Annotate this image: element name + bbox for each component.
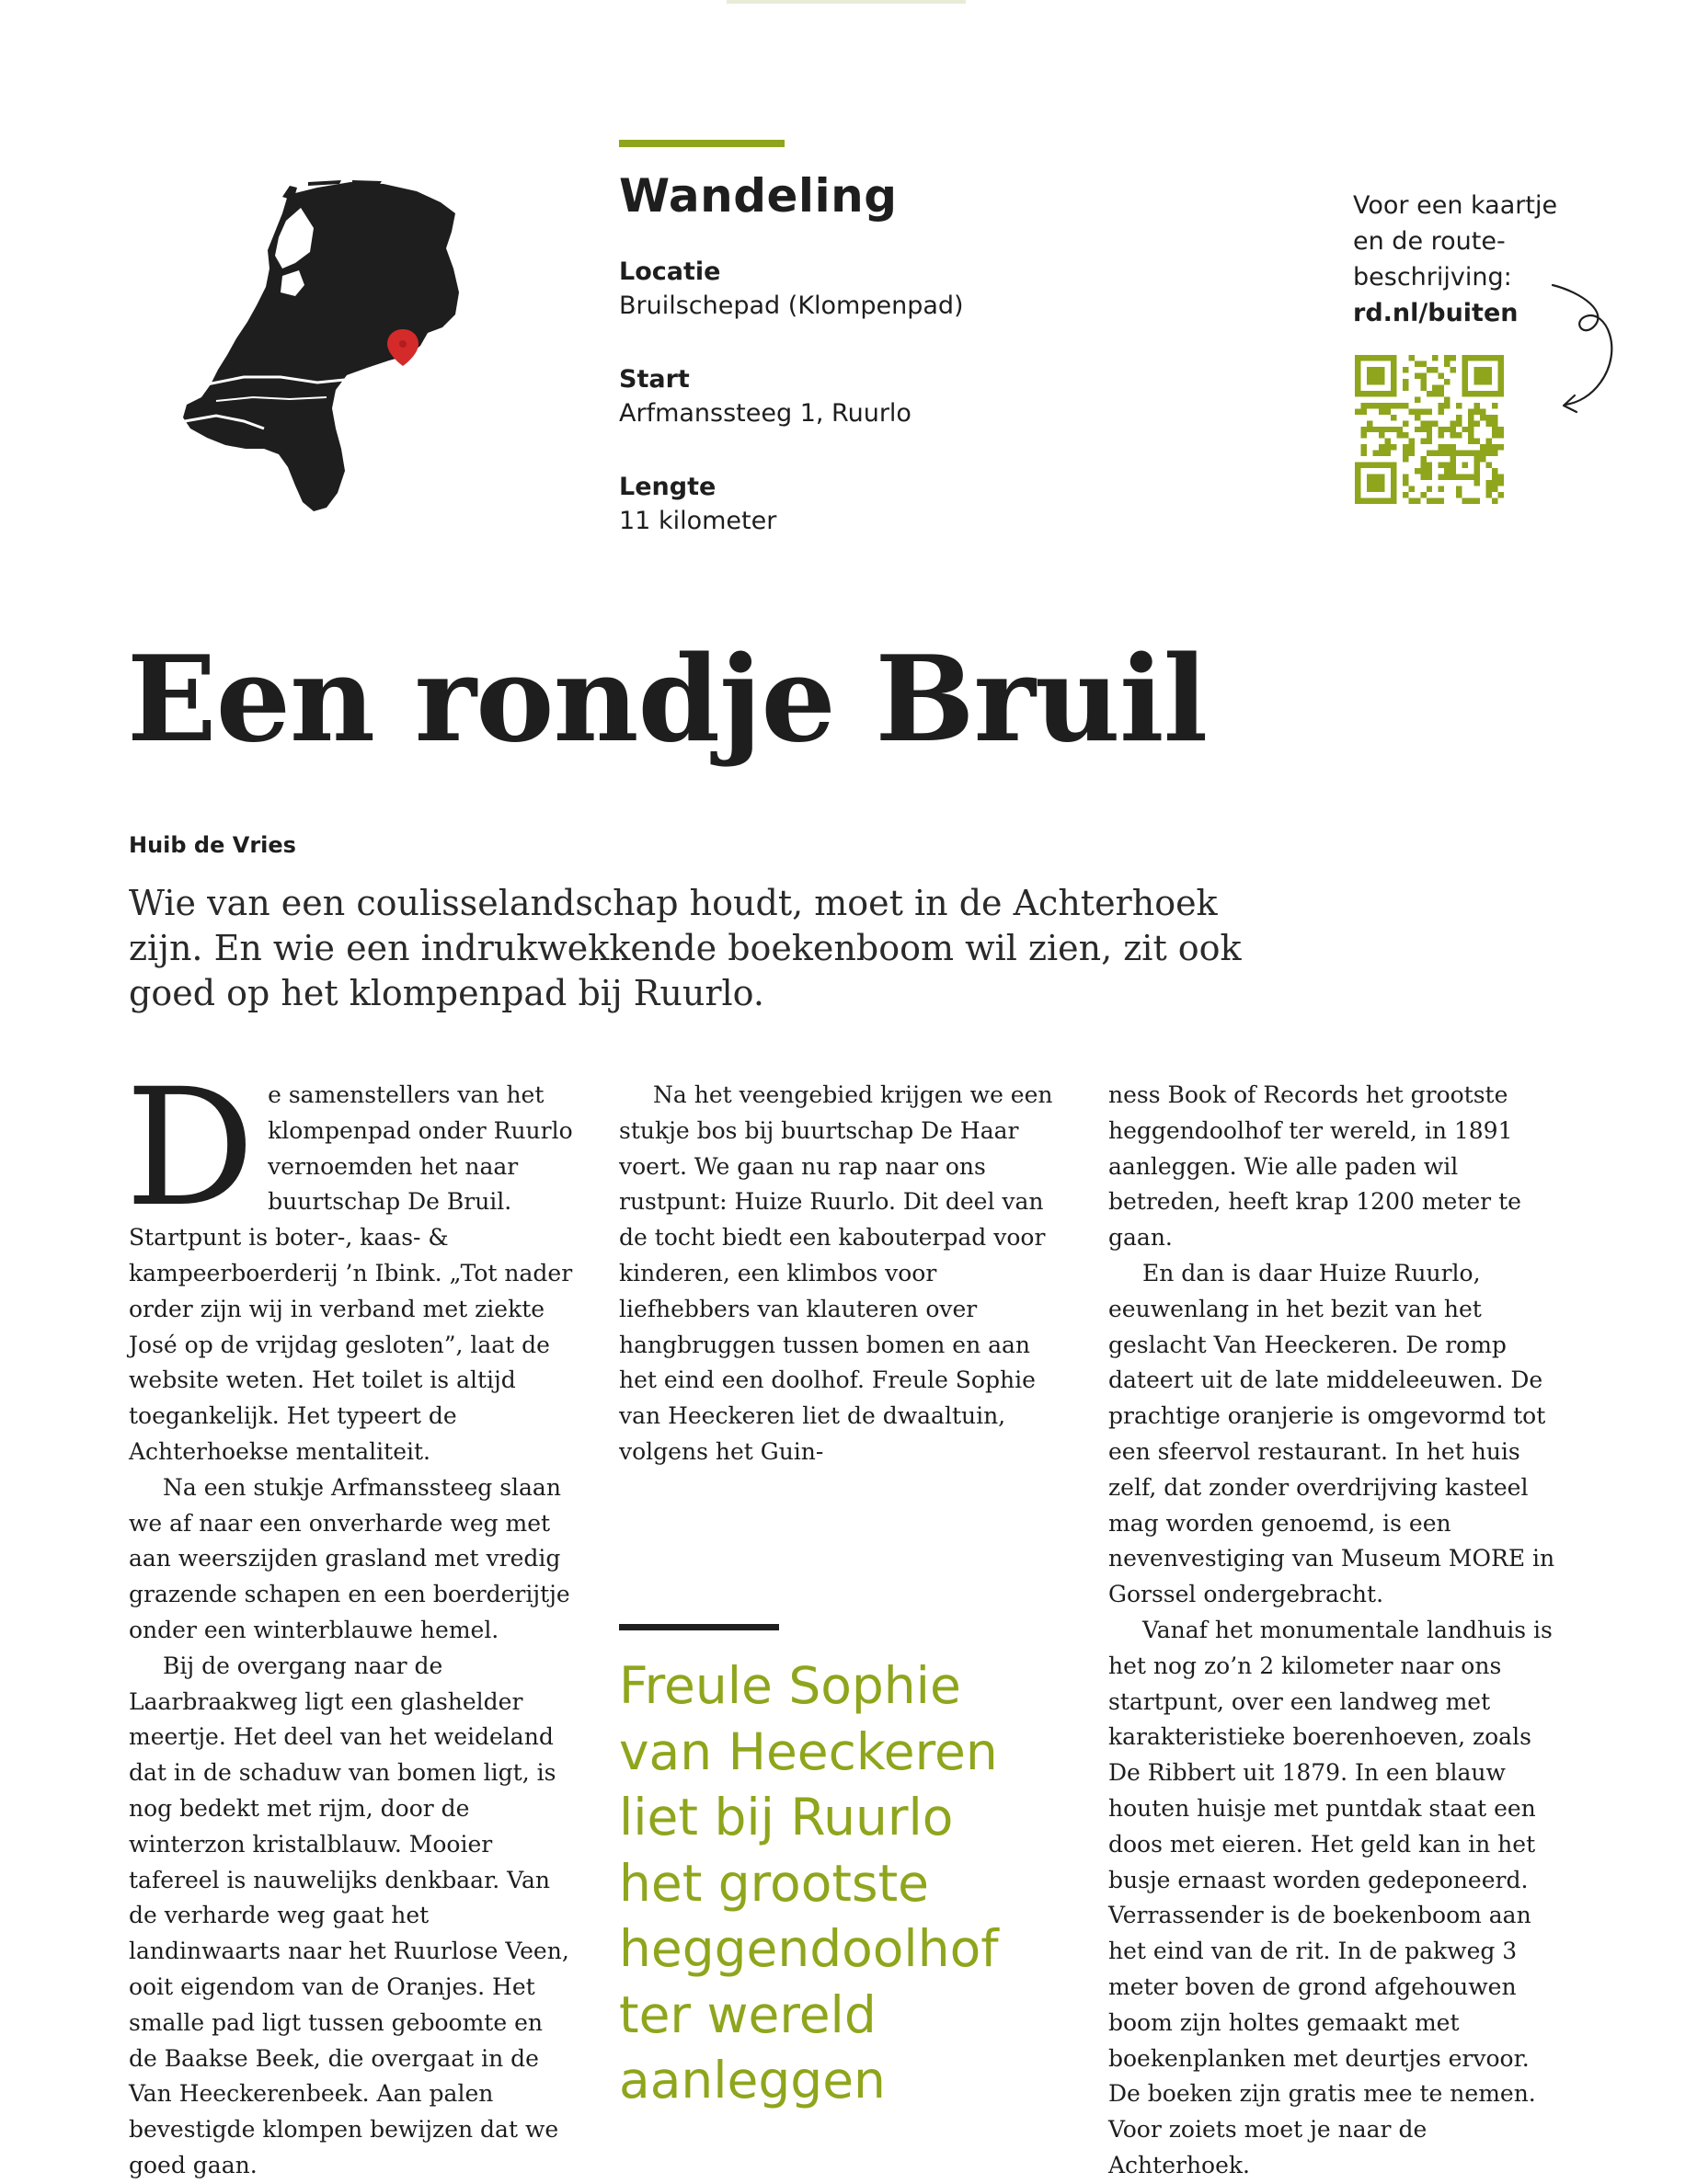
headline: Een rondje Bruil — [127, 631, 1208, 769]
info-title: Wandeling — [619, 169, 898, 223]
paragraph-1 — [125, 1054, 575, 1470]
locatie-value: Bruilschepad (Klompenpad) — [619, 292, 964, 320]
qr-caption-line2: en de route- — [1353, 227, 1506, 256]
netherlands-map — [179, 180, 464, 515]
start-value: Arfmanssteeg 1, Ruurlo — [619, 399, 912, 428]
paragraph-2: Na een stukje Arfmanssteeg slaan we af naar een onverharde weg met aan weerszijden grasland met vredig grazende schapen en een boerderijtje onder een winterblauwe hemel. — [129, 1473, 570, 1643]
qr-caption-line1: Voor een kaartje — [1353, 191, 1558, 220]
paragraph-4: Na het veengebied krijgen we een stukje bos bij buurtschap De Haar voert. We gaan nu rap naar ons rustpunt: Huize Ruurlo. Dit deel van de tocht biedt een kabouterpad voor kinderen, een klimbos voor liefhebbers van klauteren over hangbruggen tussen bomen en aan het eind een doolhof. Freule Sophie van Heeckeren liet de dwaaltuin, volgens het Guin- — [619, 1081, 1053, 1465]
qr-code[interactable] — [1355, 355, 1504, 504]
qr-link[interactable]: rd.nl/buiten — [1353, 299, 1519, 327]
pullquote: Freule Sophie van Heeckeren liet bij Ruurlo het grootste heggendoolhof ter wereld aanleggen — [619, 1656, 999, 2110]
pullquote-rule — [619, 1624, 779, 1630]
lengte-value: 11 kilometer — [619, 507, 777, 535]
paragraph-5: ness Book of Records het grootste heggendoolhof ter wereld, in 1891 aanleggen. Wie alle paden wil betreden, heeft krap 1200 meter te gaan. — [1108, 1081, 1521, 1252]
location-pin — [387, 329, 419, 366]
locatie-label: Locatie — [619, 257, 721, 286]
qr-caption-line3: beschrijving: — [1353, 263, 1512, 292]
info-lengte — [619, 473, 776, 535]
paragraph-6: En dan is daar Huize Ruurlo, eeuwenlang in het bezit van het geslacht Van Heeckeren. De romp dateert uit de late middeleeuwen. De prachtige oranjerie is omgevormd tot een sfeervol restaurant. In het huis zelf, dat zonder overdrijving kasteel mag worden genoemd, is een nevenvestiging van Museum MORE in Gorssel ondergebracht. — [1108, 1259, 1555, 1608]
info-locatie — [619, 257, 964, 320]
column-2 — [619, 1078, 1070, 1470]
column-1 — [125, 1054, 575, 2184]
paragraph-1-text: e samenstellers van het klompenpad onder Ruurlo vernoemden het naar buurtschap De Bruil. Startpunt is boter-, kaas- & kampeerboerderij ’n Ibink. „Tot nader order zijn wij in verband met ziekte José op de vrijdag gesloten”, laat de website weten. Het toilet is altijd toegankelijk. Het typeert de Achterhoekse mentaliteit. — [129, 1081, 573, 1465]
top-divider — [727, 0, 966, 4]
curved-arrow-icon — [1545, 276, 1619, 414]
accent-rule — [619, 140, 785, 147]
column-3 — [1108, 1078, 1568, 2184]
drop-cap: D — [125, 1054, 256, 1242]
qr-caption — [1353, 188, 1574, 331]
start-label: Start — [619, 365, 690, 394]
lengte-label: Lengte — [619, 473, 717, 501]
paragraph-3: Bij de overgang naar de Laarbraakweg ligt een glashelder meertje. Het deel van het weideland dat in de schaduw van bomen ligt, is nog bedekt met rijm, door de winterzon kristalblauw. Mooier tafereel is nauwelijks denkbaar. Van de verharde weg gaat het landinwaarts naar het Ruurlose Veen, ooit eigendom van de Oranjes. Het smalle pad ligt tussen geboomte en de Baakse Beek, die overgaat in de Van Heeckerenbeek. Aan palen bevestigde klompen bewijzen dat we goed gaan. — [129, 1652, 569, 2178]
paragraph-7: Vanaf het monumentale landhuis is het nog zo’n 2 kilometer naar ons startpunt, over een landweg met karakteristieke boerenhoeven, zoals De Ribbert uit 1879. In een blauw houten huisje met puntdak staat een doos met eieren. Het geld kan in het busje ernaast worden gedeponeerd. Verrassender is de boekenboom aan het eind van de rit. In de pakweg 3 meter boven de grond afgehouwen boom zijn holtes gemaakt met boekenplanken met deurtjes ervoor. De boeken zijn gratis mee te nemen. Voor zoiets moet je naar de Achterhoek. — [1108, 1616, 1553, 2178]
lead-paragraph: Wie van een coulisselandschap houdt, moet in de Achterhoek zijn. En wie een indrukwekkende boekenboom wil zien, zit ook goed op het klompenpad bij Ruurlo. — [129, 883, 1242, 1013]
info-start — [619, 365, 912, 428]
byline: Huib de Vries — [129, 832, 296, 858]
